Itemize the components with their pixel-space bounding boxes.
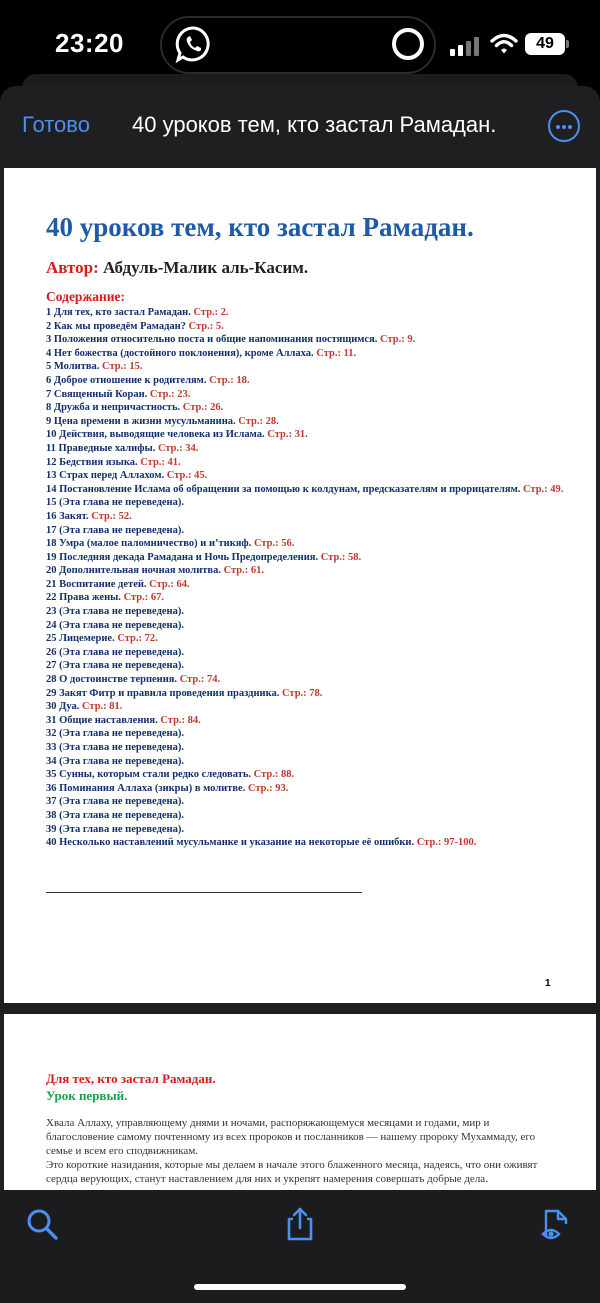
author-name: Абдуль-Малик аль-Касим. [98, 258, 309, 277]
toc-item[interactable] [46, 564, 566, 578]
battery-tip [566, 40, 569, 48]
toc-item-title: 11 Праведные халифы. [46, 442, 156, 454]
toc-item[interactable] [46, 306, 566, 320]
author-label: Автор: [46, 258, 99, 277]
toc-item[interactable] [46, 809, 566, 823]
toc-item-title: 36 Поминания Аллаха (зикры) в молитве. [46, 782, 246, 794]
toc-item-title: 6 Доброе отношение к родителям. [46, 374, 207, 386]
toc-item[interactable] [46, 333, 566, 347]
toc-item-title: 35 Сунны, которым стали редко следовать. [46, 769, 252, 781]
contents-heading: Содержание: [46, 289, 126, 304]
toc-item-page-ref: Стр.: 26. [182, 402, 224, 414]
toc-item[interactable] [46, 320, 566, 334]
toc-item-title: 12 Бедствия языка. [46, 456, 138, 468]
body-paragraph: Хвала Аллаху, управляющему днями и ночами, распоряжающемуся месяцами и годами, мир и благословение самому почтенному из всех пророков и посланников — нашему пророку Мухаммаду, его семье и всем его сподвижникам. [46, 1117, 536, 1157]
toc-item[interactable] [46, 795, 566, 809]
toc-item-page-ref: Стр.: 81. [81, 701, 123, 713]
toc-item-title: 19 Последняя декада Рамадана и Ночь Предопределения. [46, 551, 319, 563]
wifi-icon [490, 33, 518, 55]
toc-item-page-ref: Стр.: 15. [102, 361, 143, 373]
toc-item-title: 16 Закят. [46, 510, 89, 522]
toc-item[interactable] [46, 700, 566, 714]
toc-item-page-ref: Стр.: 45. [166, 470, 208, 482]
table-of-contents [46, 306, 566, 850]
toc-item-title: 22 Права жены. [46, 592, 121, 604]
toc-item-title: 29 Закят Фитр и правила проведения праздника. [46, 687, 280, 699]
markup-icon[interactable] [538, 1206, 574, 1242]
toc-item-title: 14 Постановление Ислама об обращении за помощью к колдунам, предсказателям и прорицателям. [46, 483, 521, 495]
toc-item-page-ref: Стр.: 72. [117, 633, 158, 645]
toc-item[interactable] [46, 632, 566, 646]
toc-item[interactable] [46, 496, 566, 510]
toc-item-title: 32 (Эта глава не переведена). [46, 728, 184, 740]
toc-item[interactable] [46, 551, 566, 565]
home-indicator[interactable] [194, 1284, 406, 1290]
toc-item-page-ref: Стр.: 52. [91, 510, 132, 522]
toc-item-title: 28 О достоинстве терпения. [46, 674, 178, 686]
toc-item-page-ref: Стр.: 23. [149, 388, 191, 400]
toc-item-title: 18 Умра (малое паломничество) и и’тикяф. [46, 538, 252, 550]
toc-item[interactable] [46, 510, 566, 524]
toc-item-page-ref: Стр.: 74. [179, 674, 221, 686]
toc-item-page-ref: Стр.: 49. [522, 483, 564, 495]
toc-item-page-ref: Стр.: 5. [188, 320, 224, 332]
toc-item-title: 40 Несколько наставлений мусульманке и указание на некоторые её ошибки. [46, 837, 415, 849]
toc-item-page-ref: Стр.: 34. [157, 442, 199, 454]
toc-item-title: 23 (Эта глава не переведена). [46, 606, 184, 618]
toc-item[interactable] [46, 388, 566, 402]
toc-item-title: 25 Лицемерие. [46, 633, 115, 645]
footnote-divider [46, 892, 362, 893]
toc-item-title: 8 Дружба и непричастность. [46, 402, 181, 414]
ellipsis-circle-icon[interactable] [548, 110, 580, 142]
toc-item-title: 10 Действия, выводящие человека из Ислама. [46, 429, 265, 441]
toc-item-title: 7 Священный Коран. [46, 388, 148, 400]
toc-item[interactable] [46, 578, 566, 592]
toc-item[interactable] [46, 401, 566, 415]
toc-item-title: 33 (Эта глава не переведена). [46, 742, 184, 753]
toc-item[interactable] [46, 537, 566, 551]
toc-item[interactable] [46, 605, 566, 619]
toc-item-page-ref: Стр.: 11. [316, 347, 357, 359]
toc-item[interactable] [46, 836, 566, 850]
toc-item[interactable] [46, 442, 566, 456]
status-bar [0, 0, 600, 70]
document-page-1[interactable] [4, 168, 596, 1003]
toc-item-title: 13 Страх перед Аллахом. [46, 470, 165, 482]
toc-item[interactable] [46, 469, 566, 483]
toc-item-page-ref: Стр.: 97-100. [416, 837, 477, 849]
toc-item-title: 38 (Эта глава не переведена). [46, 809, 184, 821]
signal-icon [450, 36, 486, 56]
status-time: 23:20 [55, 28, 124, 58]
toc-item-page-ref: Стр.: 78. [281, 687, 323, 699]
toc-item[interactable] [46, 646, 566, 660]
toc-item[interactable] [46, 374, 566, 388]
toc-item[interactable] [46, 673, 566, 687]
toc-item-title: 17 (Эта глава не переведена). [46, 524, 184, 536]
toc-item-page-ref: Стр.: 41. [140, 456, 181, 468]
toc-item-title: 20 Дополнительная ночная молитва. [46, 565, 221, 577]
toc-item[interactable] [46, 741, 566, 755]
toc-item-page-ref: Стр.: 84. [160, 714, 201, 726]
toc-item-title: 3 Положения относительно поста и общие напоминания постящимся. [46, 334, 378, 346]
toc-item[interactable] [46, 428, 566, 442]
toc-item-page-ref: Стр.: 2. [193, 307, 229, 318]
toc-item[interactable] [46, 415, 566, 429]
done-button[interactable]: Готово [22, 112, 90, 137]
bottom-toolbar [0, 1190, 600, 1303]
toc-item[interactable] [46, 456, 566, 470]
toc-item-title: 27 (Эта глава не переведена). [46, 660, 184, 672]
toc-item-title: 37 (Эта глава не переведена). [46, 796, 184, 808]
toc-item-page-ref: Стр.: 9. [380, 334, 416, 346]
toc-item[interactable] [46, 591, 566, 605]
toc-item[interactable] [46, 360, 566, 374]
chapter-heading: Для тех, кто застал Рамадан. [46, 1071, 216, 1086]
toc-item-page-ref: Стр.: 28. [238, 415, 279, 427]
toc-item-title: 26 (Эта глава не переведена). [46, 646, 184, 658]
toc-item[interactable] [46, 714, 566, 728]
toc-item-title: 30 Дуа. [46, 701, 80, 713]
toc-item-title: 24 (Эта глава не переведена). [46, 619, 184, 631]
body-paragraph: Это короткие назидания, которые мы делаем в начале этого блаженного месяца, надеясь, что они оживят сердца верующих, станут наставлением для них и укрепят намерения совершать добрые дела. [46, 1159, 538, 1185]
toc-item[interactable] [46, 755, 566, 769]
search-icon[interactable] [24, 1206, 60, 1242]
toc-item-page-ref: Стр.: 18. [209, 374, 250, 386]
toc-item-title: 34 (Эта глава не переведена). [46, 755, 184, 767]
ring-icon [392, 28, 424, 60]
toc-item-page-ref: Стр.: 88. [253, 769, 295, 781]
toc-item[interactable] [46, 659, 566, 673]
toc-item-page-ref: Стр.: 64. [149, 578, 190, 590]
document-page-2[interactable] [4, 1014, 596, 1190]
toc-item[interactable] [46, 619, 566, 633]
toc-item[interactable] [46, 768, 566, 782]
battery-icon: 49 [525, 33, 565, 55]
toc-item-title: 2 Как мы проведём Рамадан? [46, 320, 186, 332]
toc-item-title: 21 Воспитание детей. [46, 578, 147, 590]
toc-item-title: 15 (Эта глава не переведена). [46, 497, 184, 509]
toc-item[interactable] [46, 823, 566, 837]
toc-item-page-ref: Стр.: 58. [320, 551, 362, 563]
document-nav-title: 40 уроков тем, кто застал Рамадан. [132, 112, 497, 137]
toc-item-title: 9 Цена времени в жизни мусульманина. [46, 415, 236, 427]
toc-item[interactable] [46, 347, 566, 361]
toc-item-page-ref: Стр.: 31. [267, 429, 308, 441]
author-line [46, 258, 308, 278]
toc-item-title: 31 Общие наставления. [46, 714, 158, 726]
share-icon[interactable] [282, 1206, 318, 1242]
chapter-body [46, 1116, 546, 1186]
toc-item-title: 39 (Эта глава не переведена). [46, 823, 184, 835]
toc-item-page-ref: Стр.: 56. [253, 538, 295, 550]
page-number: 1 [545, 978, 551, 989]
document-title: 40 уроков тем, кто застал Рамадан. [46, 212, 474, 242]
whatsapp-icon[interactable] [174, 24, 214, 64]
toc-item-title: 4 Нет божества (достойного поклонения), кроме Аллаха. [46, 347, 314, 359]
toc-item[interactable] [46, 483, 566, 497]
toc-item[interactable] [46, 727, 566, 741]
toc-item-page-ref: Стр.: 61. [223, 565, 265, 577]
toc-item[interactable] [46, 782, 566, 796]
toc-item-page-ref: Стр.: 93. [247, 782, 289, 794]
toc-item[interactable] [46, 524, 566, 538]
toc-item-title: 5 Молитва. [46, 361, 100, 373]
chapter-subheading: Урок первый. [46, 1088, 128, 1103]
toc-item-title: 1 Для тех, кто застал Рамадан. [46, 307, 191, 318]
toc-item[interactable] [46, 687, 566, 701]
toc-item-page-ref: Стр.: 67. [123, 592, 165, 604]
